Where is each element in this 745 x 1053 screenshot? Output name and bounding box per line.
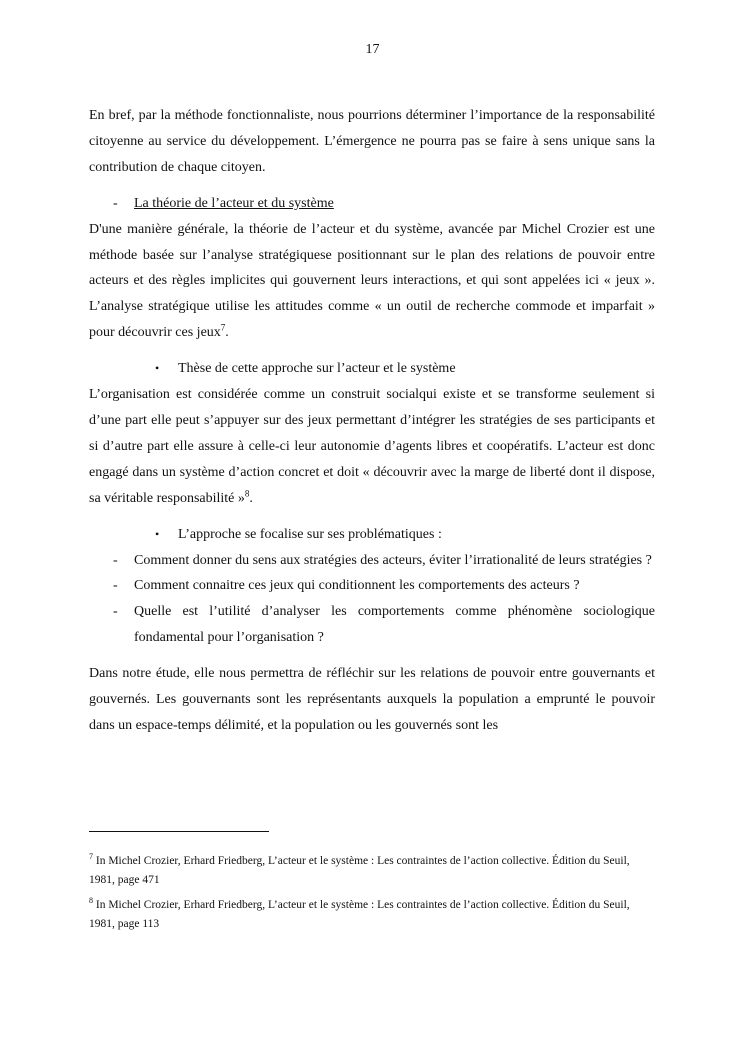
paragraph-theory-end: . (225, 325, 229, 341)
bullet-thesis (89, 356, 655, 382)
list-dash: - (113, 552, 118, 568)
question-list (89, 548, 655, 652)
list-item-text: Comment connaitre ces jeux qui conditionnent les comportements des acteurs ? (134, 578, 580, 594)
paragraph-organisation (89, 382, 655, 512)
section-heading (89, 191, 655, 217)
list-item-text: Quelle est l’utilité d’analyser les comportements comme phénomène sociologique fondamental pour l’organisation ? (134, 604, 655, 646)
footnote-number: 7 (89, 852, 93, 862)
footnote-ref-8: 8 (244, 488, 250, 499)
paragraph-theory (89, 217, 655, 347)
list-item (89, 548, 655, 574)
heading-dash: - (113, 195, 118, 211)
footnote-8 (89, 896, 655, 934)
footnote-separator (89, 831, 269, 832)
bullet-problems (89, 522, 655, 548)
footnote-text: In Michel Crozier, Erhard Friedberg, L’acteur et le système : Les contraintes de l’action collective. Édition du Seuil, 1981, page 471 (89, 855, 630, 886)
list-item (89, 573, 655, 599)
list-item (89, 599, 655, 651)
bullet-icon: • (155, 526, 160, 541)
footnote-7 (89, 852, 655, 890)
footnote-text: In Michel Crozier, Erhard Friedberg, L’acteur et le système : Les contraintes de l’action collective. Édition du Seuil, 1981, page 113 (89, 899, 630, 930)
section-title: La théorie de l’acteur et du système (134, 195, 334, 211)
paragraph-organisation-end: . (249, 490, 253, 506)
bullet-thesis-text: Thèse de cette approche sur l’acteur et le système (178, 361, 456, 377)
list-dash: - (113, 578, 118, 594)
main-text (89, 103, 655, 739)
list-dash: - (113, 604, 118, 620)
footnotes (89, 852, 655, 940)
bullet-problems-text: L’approche se focalise sur ses problématiques : (178, 526, 442, 542)
paragraph-study: Dans notre étude, elle nous permettra de réfléchir sur les relations de pouvoir entre gouvernants et gouvernés. Les gouvernants sont les représentants auxquels la population a emprunté le pouvoir dans un espace-temps délimité, et la population ou les gouvernés sont les (89, 666, 655, 733)
footnote-number: 8 (89, 896, 93, 906)
paragraph-intro: En bref, par la méthode fonctionnaliste, nous pourrions déterminer l’importance de la responsabilité citoyenne au service du développement. L’émergence ne pourra pas se faire à sens unique sans la contribution de chaque citoyen. (89, 108, 655, 175)
list-item-text: Comment donner du sens aux stratégies des acteurs, éviter l’irrationalité de leurs stratégies ? (134, 552, 652, 568)
paragraph-organisation-text: L’organisation est considérée comme un construit socialqui existe et se transforme seulement si d’une part elle peut s’appuyer sur des jeux permettant d’intégrer les stratégies de ses participants et si d’autre part elle assure à celle-ci leur autonomie d’agents libres et coopératifs. L’acteur est donc engagé dans un système d’action concret et doit « découvrir avec la marge de liberté dont il dispose, sa véritable responsabilité » (89, 387, 655, 506)
footnote-ref-7: 7 (220, 322, 226, 333)
page-number: 17 (365, 42, 380, 57)
bullet-icon: • (155, 361, 160, 376)
paragraph-theory-text: D'une manière générale, la théorie de l’acteur et du système, avancée par Michel Crozier est une méthode basée sur l’analyse stratégiquese positionnant sur le plan des relations de pouvoir entre acteurs et des règles implicites qui gouvernent leurs interactions, et qui sont appelées ici « jeux ». L’analyse stratégique utilise les attitudes comme « un outil de recherche commode et imparfait » pour découvrir ces jeux (89, 221, 655, 341)
